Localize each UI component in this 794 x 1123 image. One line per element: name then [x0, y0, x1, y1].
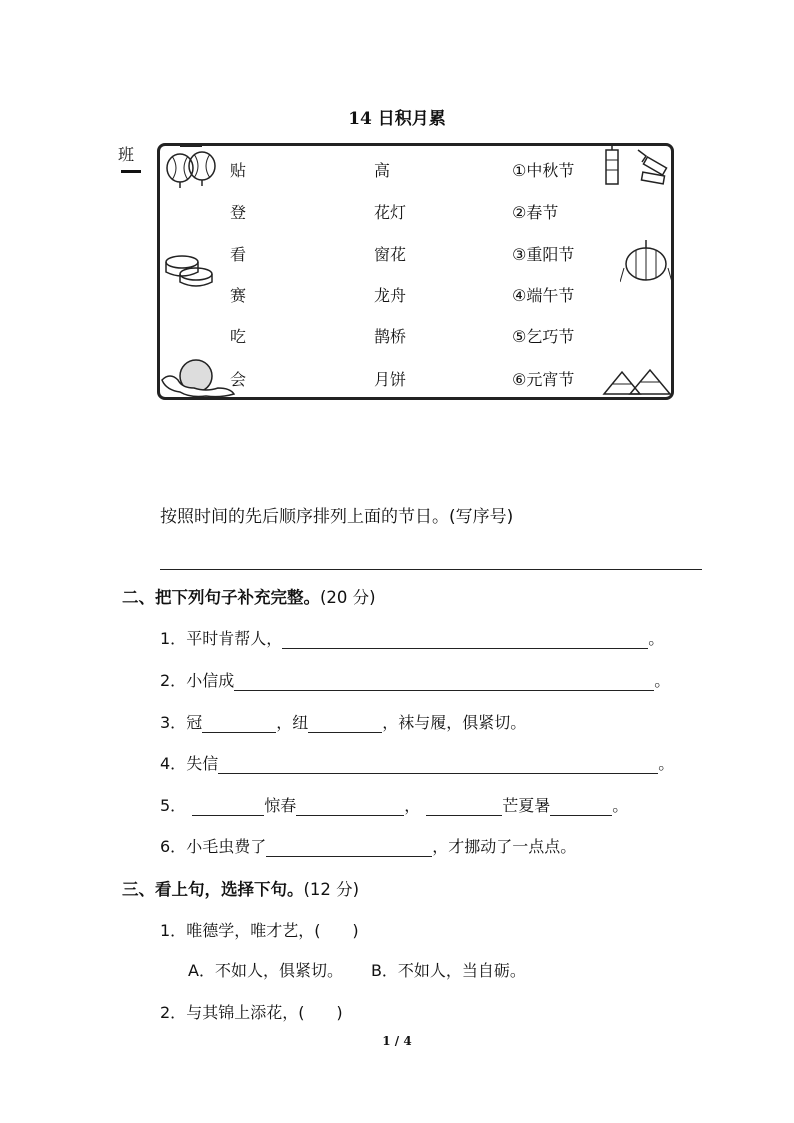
answer-line[interactable] — [160, 569, 702, 570]
question-end: 。 — [658, 754, 675, 773]
firecracker-icon — [598, 142, 674, 192]
table-verb: 贴 — [230, 161, 247, 180]
answer-blank[interactable] — [202, 716, 276, 733]
table-object: 龙舟 — [374, 286, 407, 305]
lantern-cage-icon — [620, 238, 672, 288]
section3-title: 三、看上句，选择下句。 — [122, 880, 304, 899]
table-verb: 会 — [230, 370, 247, 389]
page-number: 1 / 4 — [382, 1034, 412, 1048]
table-festival: ③重阳节 — [512, 245, 575, 264]
question-text: ， — [404, 796, 421, 815]
answer-blank[interactable] — [218, 757, 658, 774]
table-verb: 吃 — [230, 327, 247, 346]
zongzi-icon — [600, 364, 674, 400]
question-item — [160, 793, 628, 816]
section2-heading — [122, 584, 376, 608]
question-text: 惊春 — [264, 796, 297, 815]
table-object: 花灯 — [374, 203, 407, 222]
answer-blank[interactable] — [550, 799, 612, 816]
page-title: 14 日积月累 — [348, 109, 446, 129]
question-number: 6． — [160, 837, 187, 856]
question-item — [160, 710, 526, 733]
answer-blank[interactable] — [296, 799, 404, 816]
question-number: 2． — [160, 671, 187, 690]
question-item — [160, 1000, 343, 1023]
question-number: 5． — [160, 796, 187, 815]
question-item — [160, 834, 576, 857]
question-item — [160, 751, 674, 774]
answer-blank[interactable] — [266, 840, 432, 857]
section3-score: (12 分) — [303, 880, 360, 899]
question-text: 小信成 — [186, 671, 235, 690]
table-object: 窗花 — [374, 245, 407, 264]
section2-score: (20 分) — [320, 588, 376, 607]
section3-heading — [122, 876, 359, 900]
question-end: 。 — [612, 796, 629, 815]
question-text: ，才挪动了一点点。 — [432, 837, 577, 856]
table-verb: 赛 — [230, 286, 247, 305]
question-text: 平时肯帮人， — [186, 629, 283, 648]
answer-blank[interactable] — [282, 632, 648, 649]
question-text: ，纽 — [276, 713, 309, 732]
question-text: 小毛虫费了 — [186, 837, 267, 856]
question-number: 1． — [160, 921, 187, 940]
question-text: 冠 — [186, 713, 203, 732]
table-festival: ①中秋节 — [512, 161, 575, 180]
question-end: 。 — [648, 629, 665, 648]
question-number: 2． — [160, 1003, 187, 1022]
question-text: 唯德学，唯才艺，( ) — [186, 921, 359, 940]
question-text: 失信 — [186, 754, 219, 773]
class-label: 班 — [118, 145, 135, 164]
question-item — [160, 918, 359, 941]
question-text: 芒夏暑 — [502, 796, 551, 815]
option-b[interactable]: B．不如人，当自砺。 — [370, 961, 526, 980]
question-number: 4． — [160, 754, 187, 773]
answer-blank[interactable] — [234, 674, 654, 691]
table-festival: ④端午节 — [512, 286, 575, 305]
question-item — [160, 626, 664, 649]
option-a[interactable]: A．不如人，俱紧切。 — [188, 961, 343, 980]
question-number: 1． — [160, 629, 187, 648]
moon-cloud-icon — [160, 358, 236, 400]
table-verb: 看 — [230, 245, 247, 264]
side-dash — [121, 170, 141, 173]
answer-blank[interactable] — [308, 716, 382, 733]
table-verb: 登 — [230, 203, 247, 222]
table-festival: ⑥元宵节 — [512, 370, 575, 389]
lantern-icon — [160, 144, 222, 190]
option-row — [188, 958, 526, 981]
question-text: 与其锦上添花，( ) — [186, 1003, 343, 1022]
answer-blank[interactable] — [426, 799, 502, 816]
question-number: 3． — [160, 713, 187, 732]
table-object: 高 — [374, 161, 391, 180]
order-prompt: 按照时间的先后顺序排列上面的节日。(写序号) — [160, 507, 514, 527]
section2-title: 二、把下列句子补充完整。 — [122, 588, 320, 607]
answer-blank[interactable] — [192, 799, 264, 816]
question-end: 。 — [654, 671, 671, 690]
table-festival: ②春节 — [512, 203, 559, 222]
question-item — [160, 668, 670, 691]
mooncake-icon — [160, 248, 220, 292]
table-object: 鹊桥 — [374, 327, 407, 346]
table-object: 月饼 — [374, 370, 407, 389]
table-festival: ⑤乞巧节 — [512, 327, 575, 346]
question-text: ，袜与履，俱紧切。 — [382, 713, 527, 732]
